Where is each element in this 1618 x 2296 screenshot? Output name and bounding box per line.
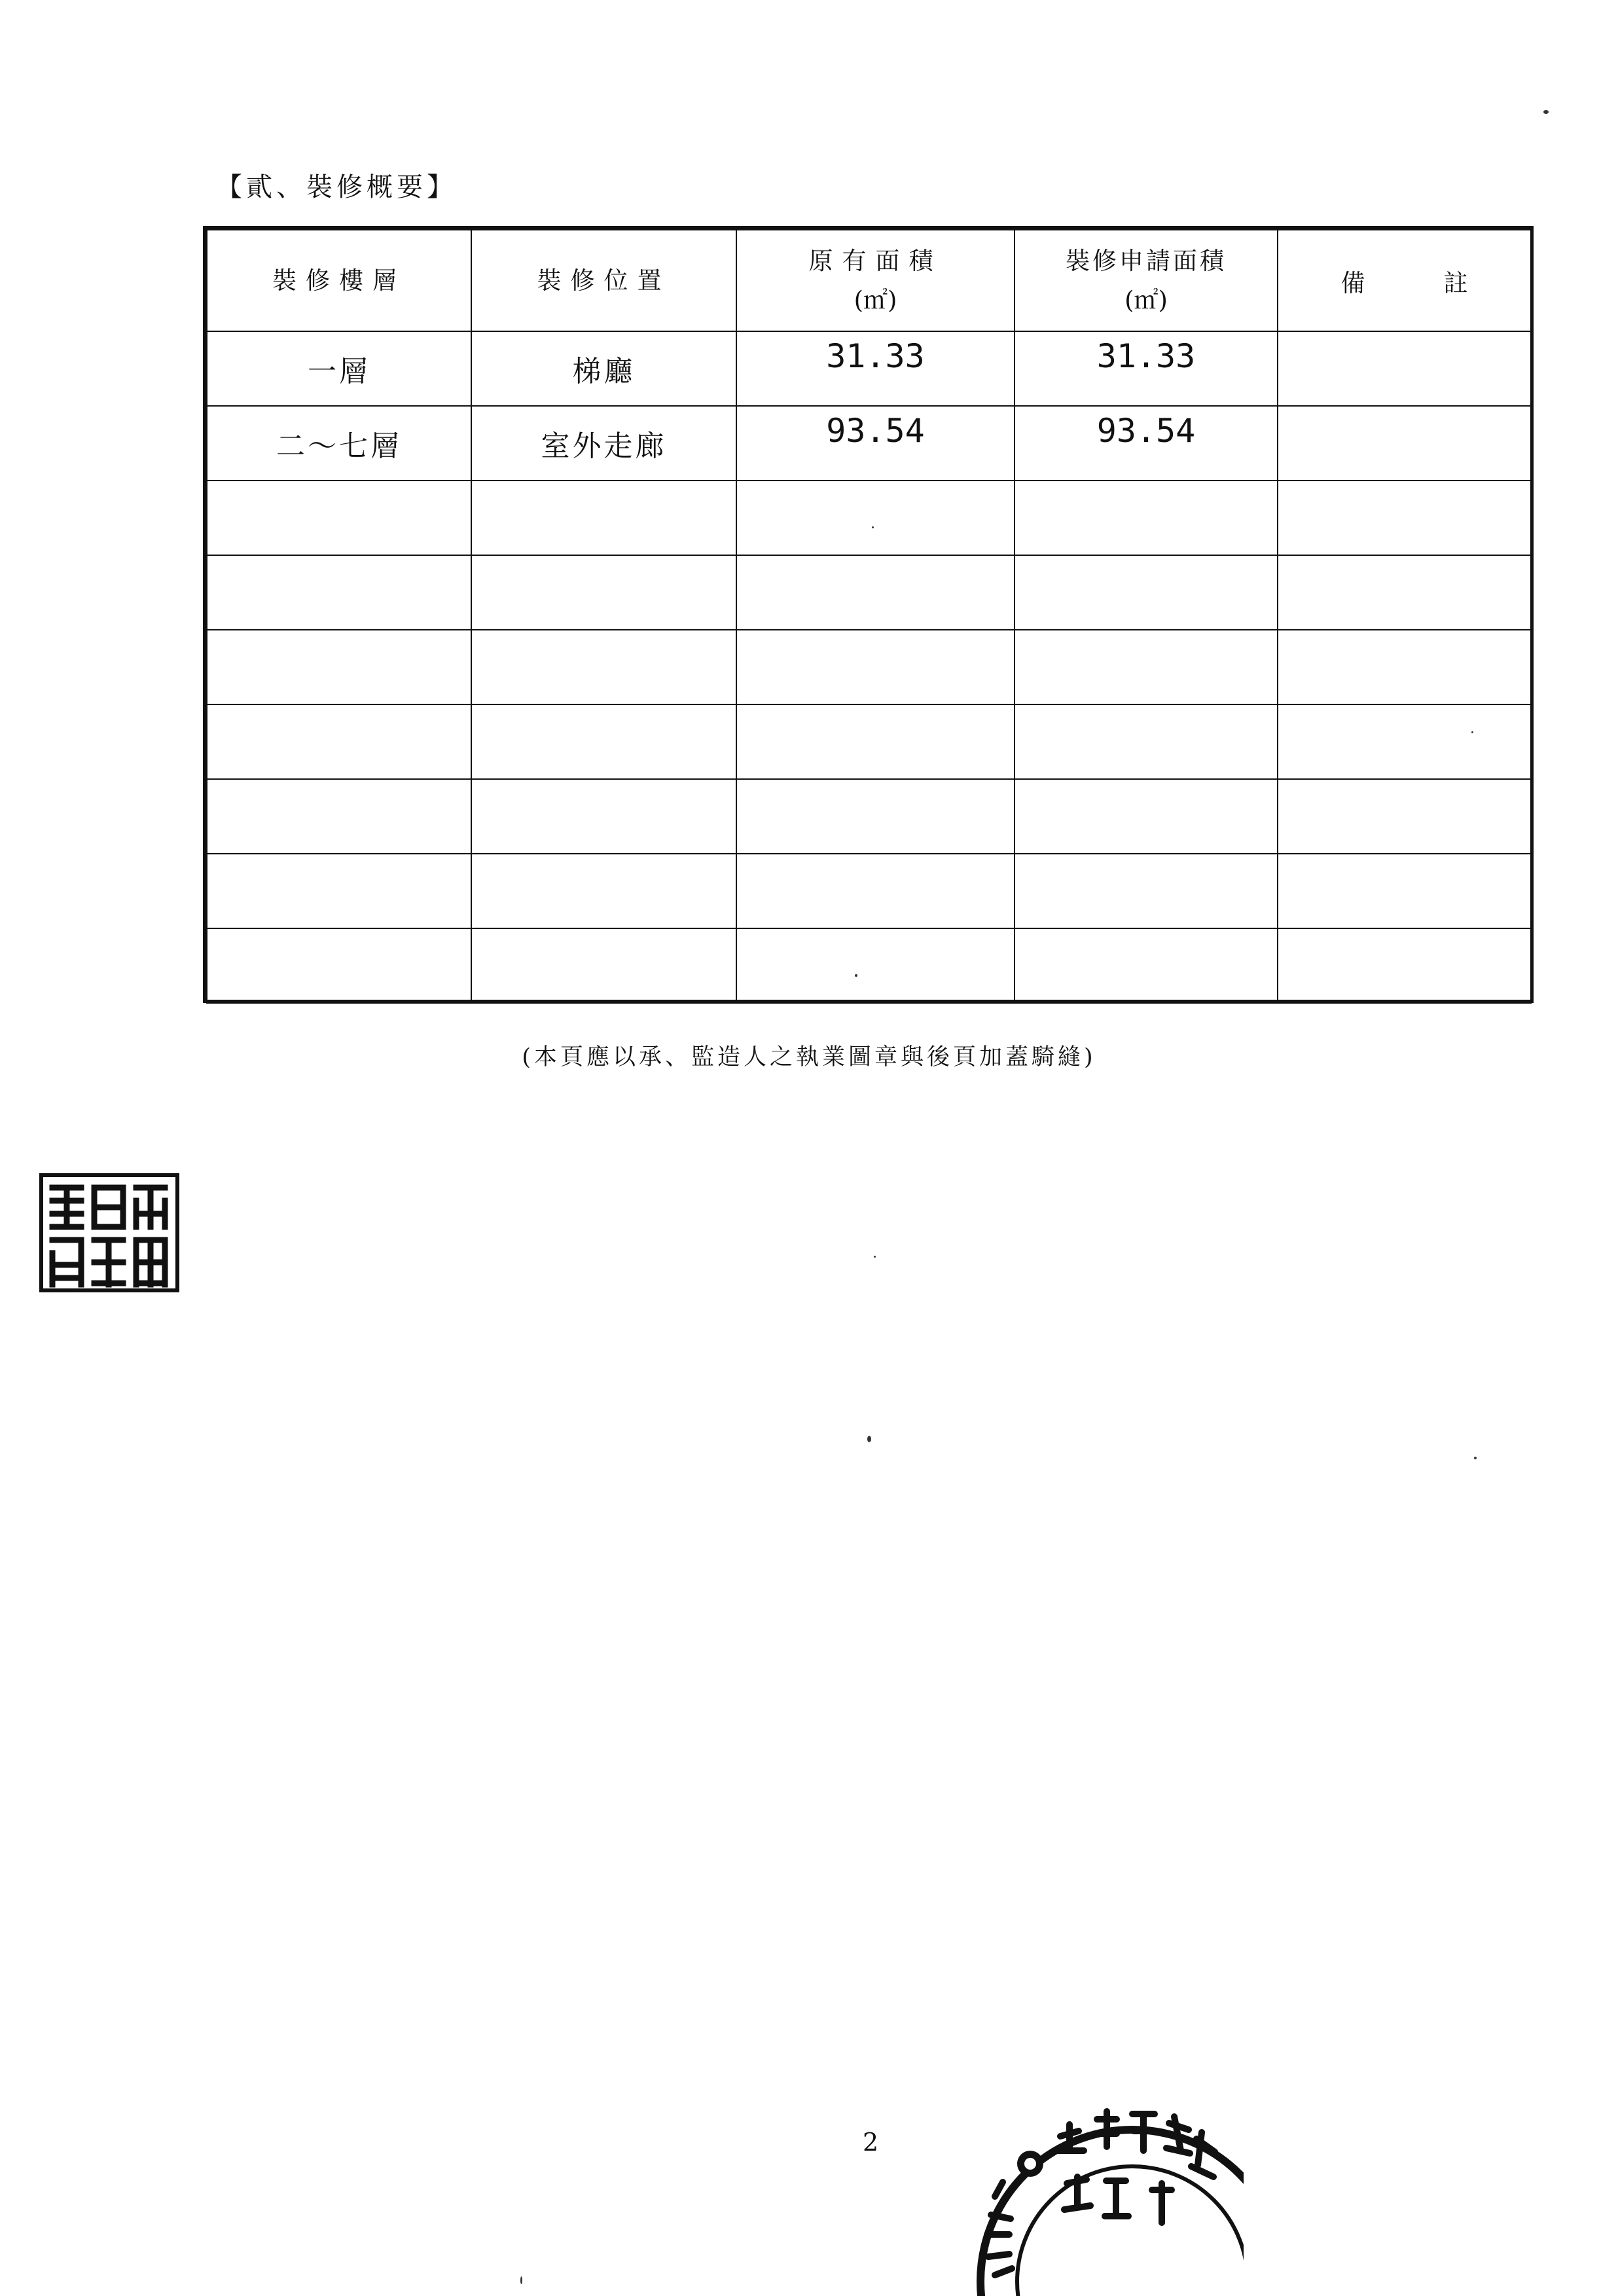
cell-applied-area xyxy=(1015,779,1278,854)
cell-floor xyxy=(207,928,471,1003)
cell-floor xyxy=(207,704,471,779)
cell-floor xyxy=(207,555,471,630)
cell-original-area xyxy=(736,854,1015,928)
cell-original-area xyxy=(736,481,1015,555)
cell-remark xyxy=(1278,555,1531,630)
cell-remark xyxy=(1278,481,1531,555)
table-header-row xyxy=(207,230,1531,331)
cell-position xyxy=(471,854,736,928)
cell-position xyxy=(471,555,736,630)
table-row xyxy=(207,779,1531,854)
cell-applied-area xyxy=(1015,630,1278,704)
table-row xyxy=(207,555,1531,630)
cell-applied-area xyxy=(1015,704,1278,779)
cell-position: 梯廳 xyxy=(471,331,736,406)
cell-original-area xyxy=(736,555,1015,630)
cell-floor xyxy=(207,630,471,704)
cell-applied-area xyxy=(1015,854,1278,928)
renovation-summary-table xyxy=(203,226,1534,1003)
cell-position: 室外走廊 xyxy=(471,406,736,481)
cell-remark xyxy=(1278,406,1531,481)
header-position: 裝修位置 xyxy=(471,230,736,331)
cell-floor: 二～七層 xyxy=(207,406,471,481)
cell-applied-area xyxy=(1015,928,1278,1003)
section-title: 【貳、裝修概要】 xyxy=(216,172,457,202)
table-row xyxy=(207,481,1531,555)
header-remark: 備 註 xyxy=(1278,230,1531,331)
cell-remark xyxy=(1278,630,1531,704)
stamp-instruction-note: (本頁應以承、監造人之執業圖章與後頁加蓋騎縫) xyxy=(522,1044,1096,1070)
cell-position xyxy=(471,481,736,555)
cell-original-area: 93.54 xyxy=(736,406,1015,481)
cell-applied-area xyxy=(1015,481,1278,555)
table-row xyxy=(207,406,1531,481)
cell-applied-area: 31.33 xyxy=(1015,331,1278,406)
cell-remark xyxy=(1278,779,1531,854)
cell-floor xyxy=(207,481,471,555)
table-row xyxy=(207,854,1531,928)
cell-original-area xyxy=(736,630,1015,704)
cell-original-area: 31.33 xyxy=(736,331,1015,406)
cell-remark xyxy=(1278,928,1531,1003)
unit-label: (㎡) xyxy=(854,285,897,314)
unit-label: (㎡) xyxy=(1124,285,1168,314)
cell-floor xyxy=(207,779,471,854)
table-row xyxy=(207,704,1531,779)
table-row xyxy=(207,630,1531,704)
page-number: 2 xyxy=(863,2128,879,2157)
cell-position xyxy=(471,630,736,704)
cell-floor: 一層 xyxy=(207,331,471,406)
table-row xyxy=(207,331,1531,406)
cell-applied-area xyxy=(1015,555,1278,630)
cell-position xyxy=(471,779,736,854)
header-original-area: 原有面積 (㎡) xyxy=(736,230,1015,331)
cell-position xyxy=(471,928,736,1003)
cell-original-area xyxy=(736,928,1015,1003)
round-stamp-icon xyxy=(969,2085,1244,2296)
cell-applied-area: 93.54 xyxy=(1015,406,1278,481)
header-floor: 裝修樓層 xyxy=(207,230,471,331)
cell-original-area xyxy=(736,704,1015,779)
header-applied-area: 裝修申請面積 (㎡) xyxy=(1015,230,1278,331)
table-row xyxy=(207,928,1531,1003)
cell-remark xyxy=(1278,704,1531,779)
cell-remark xyxy=(1278,854,1531,928)
cell-position xyxy=(471,704,736,779)
cell-floor xyxy=(207,854,471,928)
cell-original-area xyxy=(736,779,1015,854)
cell-remark xyxy=(1278,331,1531,406)
square-seal-icon xyxy=(39,1173,179,1292)
